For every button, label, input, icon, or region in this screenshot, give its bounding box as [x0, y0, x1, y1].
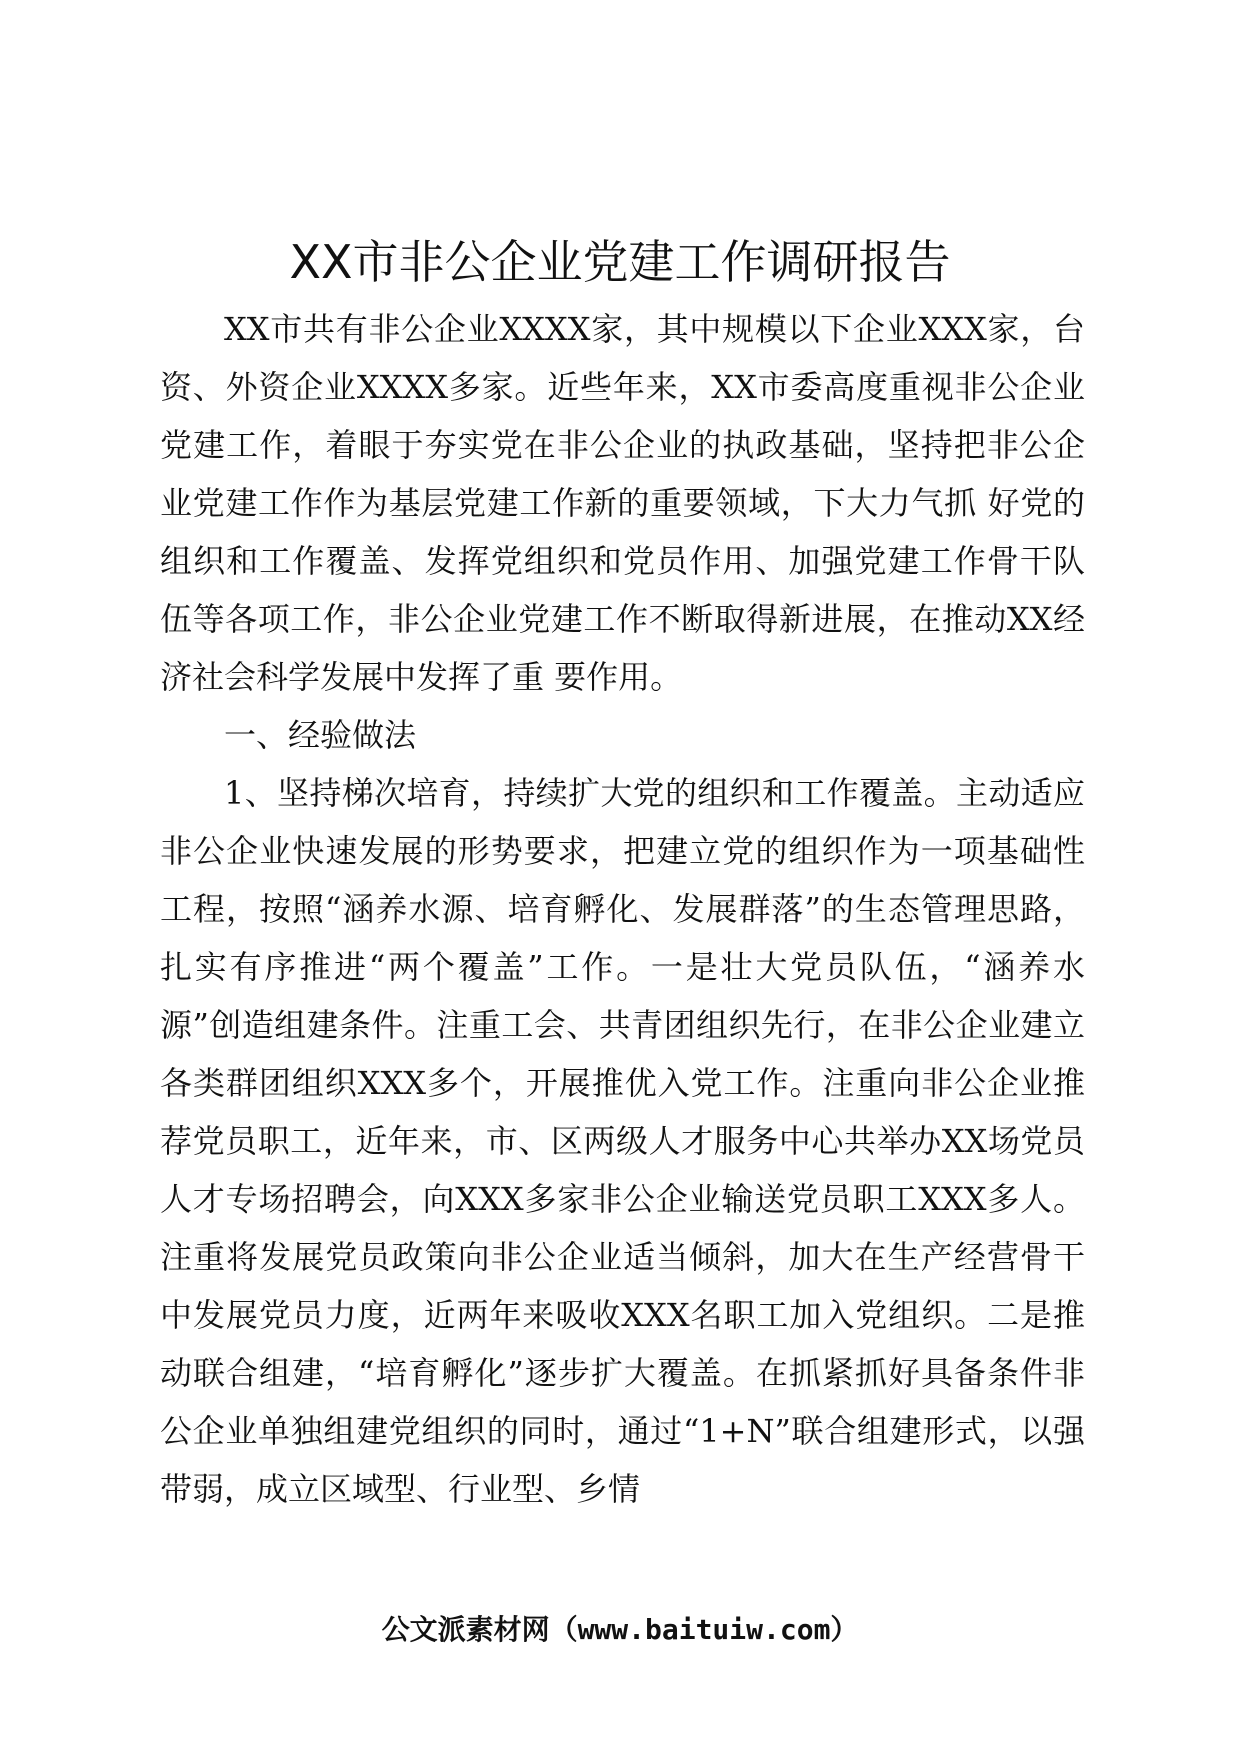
footer-source: 公文派素材网（www.baituiw.com）: [381, 1613, 859, 1646]
section-paragraph: 1、坚持梯次培育，持续扩大党的组织和工作覆盖。主动适应非公企业快速发展的形势要求，把建立党的组织作为一项基础性工程，按照“涵养水源、培育孵化、发展群落”的生态管理思路，扎实有序推进“两个覆盖”工作。一是壮大党员队伍，“涵养水源”创造组建条件。注重工会、共青团组织先行，在非公企业建立各类群团组织XXX多个，开展推优入党工作。注重向非公企业推荐党员职工，近年来，市、区两级人才服务中心共举办XX场党员人才专场招聘会，向XXX多家非公企业输送党员职工XXX多人。注重将发展党员政策向非公企业适当倾斜，加大在生产经营骨干中发展党员力度，近两年来吸收XXX名职工加入党组织。二是推动联合组建，“培育孵化”逐步扩大覆盖。在抓紧抓好具备条件非公企业单独组建党组织的同时，通过“1+N”联合组建形式，以强带弱，成立区域型、行业型、乡情: [160, 774, 1085, 1508]
section-heading: 一、经验做法: [224, 716, 417, 754]
document-title: XX市非公企业党建工作调研报告: [289, 235, 951, 289]
document-body: [160, 300, 1085, 1518]
intro-paragraph: XX市共有非公企业XXXX家，其中规模以下企业XXX家，台资、外资企业XXXX多家。近些年来，XX市委高度重视非公企业党建工作，着眼于夯实党在非公企业的执政基础，坚持把非公企业党建工作作为基层党建工作新的重要领域，下大力气抓 好党的组织和工作覆盖、发挥党组织和党员作用、加强党建工作骨干队伍等各项工作，非公企业党建工作不断取得新进展，在推动XX经济社会科学发展中发挥了重 要作用。: [160, 310, 1085, 696]
